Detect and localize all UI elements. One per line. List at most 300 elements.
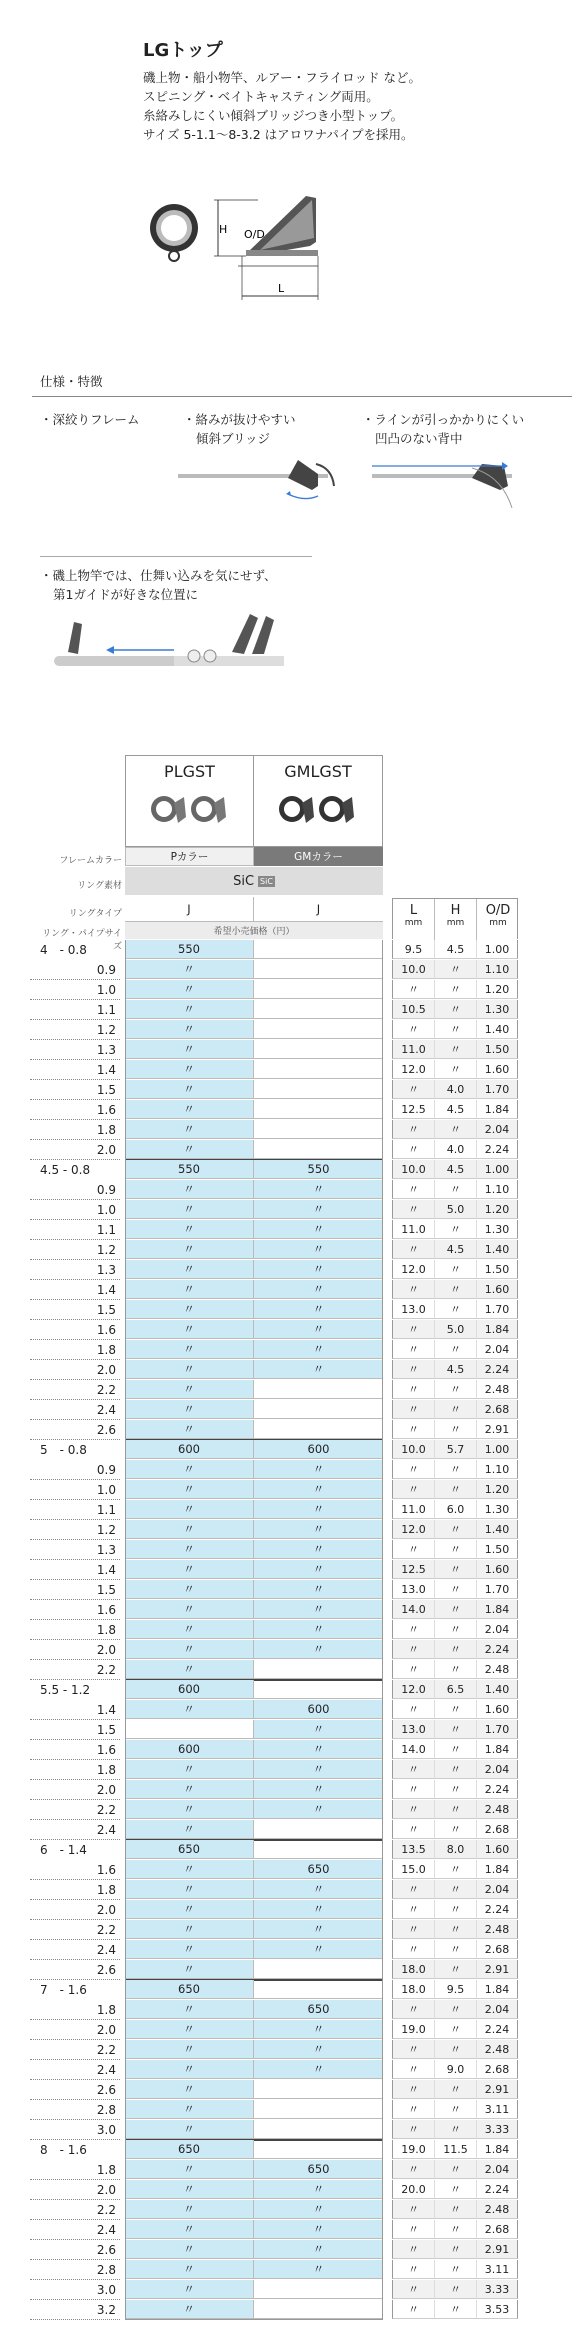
dimension-od-cell: 3.53 [476,2300,518,2319]
dimension-h-cell: 5.0 [434,1200,476,1219]
price-gmlgst-cell [254,960,383,979]
dimension-h-cell: 〃 [434,1120,476,1139]
price-gmlgst-cell: 〃 [254,1740,383,1759]
dimension-od-cell: 1.84 [476,1860,518,1879]
price-plgst-cell [125,1720,254,1739]
size-label-cell: 1.4 [30,1560,120,1580]
size-label-cell: 2.4 [30,2220,120,2240]
size-label-cell: 3.2 [30,2300,120,2320]
price-plgst-cell: 〃 [125,1420,254,1439]
price-gmlgst-cell: 〃 [254,1500,383,1519]
size-label-cell: 1.4 [30,1060,120,1080]
dimension-od-cell: 2.24 [476,1900,518,1919]
price-plgst-cell: 〃 [125,1140,254,1159]
size-label-cell: 4 - 0.8 [40,943,87,957]
dimension-l-cell: 13.0 [392,1580,434,1599]
price-plgst-cell: 〃 [125,1000,254,1019]
dimension-l-cell: 〃 [392,1080,434,1099]
dimension-l-cell: 12.0 [392,1680,434,1699]
price-plgst-cell: 〃 [125,1380,254,1399]
dimension-h-cell: 〃 [434,2300,476,2319]
dimension-od-cell: 2.48 [476,1920,518,1939]
dimension-h-cell: 〃 [434,1860,476,1879]
dimension-l-cell: 12.0 [392,1060,434,1079]
frame-color-label: フレームカラー [59,856,122,866]
dimension-od-cell: 2.04 [476,1760,518,1779]
price-plgst-cell: 550 [125,1160,254,1179]
dimension-od-cell: 1.20 [476,1480,518,1499]
divider [40,556,312,557]
price-gmlgst-cell [254,2140,383,2159]
price-gmlgst-cell: 〃 [254,2040,383,2059]
dimension-h-cell: 〃 [434,1540,476,1559]
dimension-od-cell: 1.50 [476,1040,518,1059]
dimension-od-cell: 1.70 [476,1080,518,1099]
dimension-h-cell: 〃 [434,2160,476,2179]
price-plgst-cell: 〃 [125,1540,254,1559]
size-label-cell: 1.6 [30,1600,120,1620]
dimension-l-cell: 10.5 [392,1000,434,1019]
dimension-l-cell: 〃 [392,2060,434,2079]
product-header-box [125,755,383,847]
price-plgst-cell: 〃 [125,1600,254,1619]
size-label-cell: 1.2 [30,1520,120,1540]
dimension-od-cell: 1.20 [476,980,518,999]
price-plgst-cell: 〃 [125,1080,254,1099]
size-label-cell: 1.3 [30,1040,120,1060]
dimension-od-cell: 1.40 [476,1520,518,1539]
dimension-h-cell: 11.5 [434,2140,476,2159]
dimension-od-cell: 2.04 [476,1620,518,1639]
dimension-od-cell: 2.04 [476,1880,518,1899]
dimension-od-cell: 1.20 [476,1200,518,1219]
dimension-od-cell: 2.04 [476,2000,518,2019]
dimension-h-cell: 〃 [434,1420,476,1439]
feature-slanted-bridge: ・絡みが抜けやすい 傾斜ブリッジ [183,412,296,446]
frame-color-p: Pカラー [125,847,254,866]
dimension-h-cell: 6.5 [434,1680,476,1699]
dimension-l-cell: 11.0 [392,1220,434,1239]
dimension-h-cell: 〃 [434,1660,476,1679]
price-gmlgst-cell: 〃 [254,2240,383,2259]
dimension-h-cell: 5.7 [434,1440,476,1459]
dimension-od-cell: 3.11 [476,2260,518,2279]
size-label-cell: 6 - 1.4 [40,1843,87,1857]
price-gmlgst-cell [254,1380,383,1399]
gmlgst-product-icon [254,781,382,837]
size-label-cell: 1.8 [30,2160,120,2180]
dimension-l-cell: 9.5 [392,940,434,959]
dimension-h-cell: 8.0 [434,1840,476,1859]
size-label-cell: 2.6 [30,2240,120,2260]
dimension-od-cell: 2.48 [476,1660,518,1679]
dimension-od-cell: 1.40 [476,1680,518,1699]
size-label-cell: 7 - 1.6 [40,1983,87,1997]
description-line-2: スピニング・ベイトキャスティング両用。 [143,89,379,104]
size-label-cell: 2.6 [30,1420,120,1440]
size-label-cell: 1.6 [30,1320,120,1340]
dimension-od-cell: 2.24 [476,2180,518,2199]
dimension-od-cell: 2.68 [476,1820,518,1839]
dimension-l-cell: 12.0 [392,1520,434,1539]
price-plgst-cell: 550 [125,940,254,959]
price-gmlgst-cell [254,1680,383,1699]
price-plgst-cell: 〃 [125,2240,254,2259]
price-gmlgst-cell: 650 [254,2160,383,2179]
price-gmlgst-cell: 〃 [254,1720,383,1739]
price-plgst-cell: 〃 [125,1500,254,1519]
dimension-l-cell: 12.0 [392,1260,434,1279]
dimension-l-cell: 〃 [392,2200,434,2219]
dimension-h-cell: 〃 [434,1940,476,1959]
dimension-h-cell: 〃 [434,1480,476,1499]
size-label-cell: 2.0 [30,1900,120,1920]
dimension-od-cell: 1.00 [476,940,518,959]
size-label-cell: 2.2 [30,1800,120,1820]
dimension-l-cell: 14.0 [392,1740,434,1759]
dimension-l-cell: 〃 [392,1760,434,1779]
dimension-l-cell: 11.0 [392,1040,434,1059]
dimension-h-cell: 〃 [434,2040,476,2059]
price-gmlgst-cell: 〃 [254,1780,383,1799]
dimension-l-cell: 13.0 [392,1720,434,1739]
dimension-l-cell: 〃 [392,1640,434,1659]
dimension-l-cell: 〃 [392,1780,434,1799]
dimension-od-cell: 2.24 [476,1640,518,1659]
dimension-od-cell: 2.68 [476,1940,518,1959]
dimension-od-cell: 1.10 [476,960,518,979]
dimension-l-cell: 〃 [392,2240,434,2259]
price-gmlgst-cell: 650 [254,1860,383,1879]
price-gmlgst-cell [254,1140,383,1159]
size-label-cell: 2.4 [30,1940,120,1960]
guide-dimension-diagram [138,190,378,320]
dimension-l-cell: 10.0 [392,960,434,979]
price-gmlgst-cell: 〃 [254,1580,383,1599]
dimension-od-cell: 1.30 [476,1220,518,1239]
description-line-4: サイズ 5-1.1～8-3.2 はアロワナパイプを採用。 [143,127,414,142]
size-label-cell: 3.0 [30,2120,120,2140]
size-label-cell: 1.5 [30,1300,120,1320]
dimension-h-cell: 4.5 [434,940,476,959]
price-plgst-cell: 〃 [125,2100,254,2119]
price-gmlgst-cell: 〃 [254,1300,383,1319]
dimension-od-cell: 1.30 [476,1000,518,1019]
price-plgst-cell: 〃 [125,2200,254,2219]
price-plgst-cell: 〃 [125,1920,254,1939]
price-plgst-cell: 650 [125,2140,254,2159]
dimension-h-cell: 〃 [434,1300,476,1319]
price-plgst-cell: 600 [125,1740,254,1759]
price-gmlgst-cell [254,2100,383,2119]
price-gmlgst-cell [254,980,383,999]
price-plgst-cell: 〃 [125,1820,254,1839]
dimension-l-cell: 11.0 [392,1500,434,1519]
ring-material-cell: SiC SiC [125,867,383,895]
dimension-h-cell: 〃 [434,2000,476,2019]
dimension-h-cell: 〃 [434,1060,476,1079]
size-label-cell: 2.0 [30,1140,120,1160]
dimension-od-cell: 2.24 [476,1780,518,1799]
price-plgst-cell: 〃 [125,1580,254,1599]
price-plgst-cell: 〃 [125,1400,254,1419]
price-gmlgst-cell: 〃 [254,1220,383,1239]
dimension-h-cell: 〃 [434,1400,476,1419]
dimension-od-cell: 2.91 [476,2240,518,2259]
size-label-cell: 1.8 [30,2000,120,2020]
price-plgst-cell: 〃 [125,2040,254,2059]
price-gmlgst-cell: 〃 [254,1340,383,1359]
size-label-cell: 3.0 [30,2280,120,2300]
dimension-h-cell: 〃 [434,1900,476,1919]
dimension-od-cell: 2.91 [476,2080,518,2099]
size-label-cell: 2.8 [30,2100,120,2120]
dimension-l-cell: 〃 [392,1940,434,1959]
dimension-l-cell: 〃 [392,1320,434,1339]
plgst-product-icon [126,781,254,837]
price-gmlgst-cell: 〃 [254,1200,383,1219]
dimension-h-cell: 〃 [434,2220,476,2239]
size-label-cell: 1.2 [30,1240,120,1260]
dimension-l-cell: 19.0 [392,2020,434,2039]
price-gmlgst-cell [254,1980,383,1999]
dimension-od-cell: 1.84 [476,1100,518,1119]
size-label-cell: 1.8 [30,1880,120,1900]
dimension-l-cell: 13.5 [392,1840,434,1859]
dimension-l-cell: 〃 [392,1900,434,1919]
dimension-l-cell: 20.0 [392,2180,434,2199]
price-gmlgst-cell [254,2280,383,2299]
dimension-l-cell: 〃 [392,1120,434,1139]
spec-section-title: 仕様・特徴 [40,374,103,389]
dimension-l-cell: 15.0 [392,1860,434,1879]
price-plgst-cell: 〃 [125,1480,254,1499]
dimension-l-cell: 12.5 [392,1100,434,1119]
dimension-od-cell: 1.84 [476,1320,518,1339]
dimension-od-cell: 1.60 [476,1060,518,1079]
price-plgst-cell: 〃 [125,1460,254,1479]
price-plgst-cell: 〃 [125,2280,254,2299]
dimension-od-cell: 1.84 [476,1740,518,1759]
dimension-l-cell: 14.0 [392,1600,434,1619]
dimension-h-cell: 〃 [434,2100,476,2119]
dimension-od-cell: 1.30 [476,1500,518,1519]
price-plgst-cell: 〃 [125,1020,254,1039]
dimension-l-cell: 10.0 [392,1440,434,1459]
price-plgst-cell: 〃 [125,1800,254,1819]
price-plgst-cell: 650 [125,1980,254,1999]
dimension-h-cell: 〃 [434,1000,476,1019]
dimension-h-cell: 〃 [434,1600,476,1619]
price-plgst-cell: 〃 [125,1180,254,1199]
price-plgst-cell: 〃 [125,2080,254,2099]
dimension-header: L mm H mm O/D mm [392,898,518,939]
dimension-od-cell: 2.48 [476,2200,518,2219]
size-label-cell: 2.2 [30,2200,120,2220]
dimension-od-cell: 2.24 [476,1360,518,1379]
dimension-h-cell: 5.0 [434,1320,476,1339]
price-plgst-cell: 〃 [125,1280,254,1299]
dimension-od-cell: 1.00 [476,1440,518,1459]
dimension-od-cell: 3.33 [476,2120,518,2139]
dimension-h-cell: 〃 [434,2200,476,2219]
first-guide-illustration [54,610,294,690]
price-plgst-cell: 〃 [125,1060,254,1079]
dim-od-label: O/D [244,228,265,241]
price-plgst-cell: 650 [125,1840,254,1859]
size-label-cell: 1.8 [30,1340,120,1360]
price-plgst-cell: 600 [125,1440,254,1459]
dimension-od-cell: 2.04 [476,1120,518,1139]
price-gmlgst-cell: 〃 [254,2060,383,2079]
dimension-l-cell: 〃 [392,1820,434,1839]
dimension-od-cell: 2.04 [476,2160,518,2179]
dimension-l-cell: 〃 [392,1700,434,1719]
slanted-bridge-illustration [178,456,348,514]
dimension-l-cell: 13.0 [392,1300,434,1319]
dimension-l-cell: 〃 [392,2260,434,2279]
dimension-l-cell: 10.0 [392,1160,434,1179]
dimension-l-cell: 〃 [392,1620,434,1639]
price-gmlgst-cell: 〃 [254,2200,383,2219]
size-label-cell: 1.5 [30,1080,120,1100]
price-plgst-cell: 〃 [125,1660,254,1679]
price-gmlgst-cell [254,1820,383,1839]
dimension-h-cell: 〃 [434,1040,476,1059]
dimension-h-cell: 〃 [434,2120,476,2139]
feature-first-guide: ・磯上物竿では、仕舞い込みを気にせず、 第1ガイドが好きな位置に [40,568,277,602]
ring-type-label: リングタイプ [68,909,122,919]
plgst-header: PLGST [126,756,254,848]
price-plgst-cell: 〃 [125,1320,254,1339]
dimension-h-cell: 〃 [434,1520,476,1539]
size-label-cell: 1.6 [30,1740,120,1760]
price-plgst-cell: 〃 [125,2160,254,2179]
price-plgst-cell: 〃 [125,2060,254,2079]
price-plgst-cell: 〃 [125,2120,254,2139]
dimension-h-cell: 〃 [434,2240,476,2259]
size-label-cell: 0.9 [30,1460,120,1480]
dimension-od-cell: 3.33 [476,2280,518,2299]
price-plgst-cell: 〃 [125,1620,254,1639]
dimension-h-cell: 〃 [434,1740,476,1759]
size-label-cell: 5.5 - 1.2 [40,1683,91,1697]
size-label-cell: 2.2 [30,1920,120,1940]
size-label-cell: 2.2 [30,2040,120,2060]
price-gmlgst-cell [254,1080,383,1099]
price-gmlgst-cell: 〃 [254,1880,383,1899]
dimension-h-cell: 〃 [434,1780,476,1799]
ring-type-gm: J [316,902,321,916]
size-label-cell: 2.6 [30,1960,120,1980]
size-label-cell: 1.3 [30,1540,120,1560]
ring-type-p: J [125,897,254,921]
price-gmlgst-cell: 〃 [254,1600,383,1619]
dimension-l-cell: 〃 [392,1880,434,1899]
price-plgst-cell: 〃 [125,1340,254,1359]
dimension-od-cell: 1.84 [476,1980,518,1999]
dimension-l-cell: 〃 [392,1140,434,1159]
size-label-cell: 1.4 [30,1700,120,1720]
price-gmlgst-cell [254,1420,383,1439]
dimension-l-cell: 〃 [392,1920,434,1939]
size-label-cell: 0.9 [30,1180,120,1200]
price-plgst-cell: 〃 [125,1360,254,1379]
dimension-l-cell: 〃 [392,1800,434,1819]
dimension-od-cell: 1.50 [476,1260,518,1279]
price-gmlgst-cell [254,1060,383,1079]
dimension-od-cell: 2.24 [476,2020,518,2039]
price-plgst-cell: 〃 [125,1900,254,1919]
dimension-l-cell: 〃 [392,2280,434,2299]
price-plgst-cell: 〃 [125,2020,254,2039]
dimension-od-cell: 1.70 [476,1720,518,1739]
dimension-od-cell: 1.70 [476,1580,518,1599]
dimension-h-cell: 〃 [434,2180,476,2199]
size-label-cell: 5 - 0.8 [40,1443,87,1457]
price-gmlgst-cell: 〃 [254,2220,383,2239]
price-plgst-cell: 〃 [125,1120,254,1139]
dimension-od-cell: 2.68 [476,2060,518,2079]
dimension-l-cell: 〃 [392,2100,434,2119]
dimension-od-cell: 3.11 [476,2100,518,2119]
dimension-h-cell: 4.5 [434,1100,476,1119]
price-plgst-cell: 〃 [125,1960,254,1979]
dimension-l-cell: 〃 [392,1360,434,1379]
description-line-1: 磯上物・船小物竿、ルアー・フライロッド など。 [143,70,421,85]
frame-color-gm: GMカラー [254,847,383,866]
price-plgst-cell: 〃 [125,1240,254,1259]
dimension-od-cell: 1.60 [476,1840,518,1859]
dimension-h-cell: 〃 [434,1620,476,1639]
price-plgst-cell: 〃 [125,1860,254,1879]
dimension-h-cell: 〃 [434,1380,476,1399]
price-plgst-cell: 〃 [125,1300,254,1319]
size-label-cell: 2.4 [30,1820,120,1840]
dimension-od-cell: 1.84 [476,1600,518,1619]
description-line-3: 糸絡みしにくい傾斜ブリッジつき小型トップ。 [143,108,404,123]
dimension-h-cell: 〃 [434,1580,476,1599]
dimension-h-cell: 〃 [434,1220,476,1239]
price-plgst-cell: 600 [125,1680,254,1699]
dimension-h-cell: 〃 [434,1460,476,1479]
dimension-od-cell: 2.91 [476,1420,518,1439]
size-label-cell: 1.6 [30,1860,120,1880]
dimension-od-cell: 1.10 [476,1460,518,1479]
price-plgst-cell: 〃 [125,1560,254,1579]
price-gmlgst-cell: 〃 [254,2260,383,2279]
price-gmlgst-cell: 〃 [254,1360,383,1379]
price-gmlgst-cell: 〃 [254,1460,383,1479]
dimension-h-cell: 〃 [434,1560,476,1579]
dimension-h-cell: 〃 [434,1920,476,1939]
size-label-cell: 1.3 [30,1260,120,1280]
price-plgst-cell: 〃 [125,2220,254,2239]
dimension-h-cell: 4.5 [434,1160,476,1179]
dimension-l-cell: 18.0 [392,1960,434,1979]
dimension-od-cell: 2.48 [476,1800,518,1819]
dimension-od-cell: 1.10 [476,1180,518,1199]
price-gmlgst-cell [254,940,383,959]
size-label-cell: 0.9 [30,960,120,980]
price-gmlgst-cell [254,1000,383,1019]
dimension-l-cell: 〃 [392,2000,434,2019]
price-gmlgst-cell [254,1660,383,1679]
dimension-od-cell: 2.68 [476,2220,518,2239]
dimension-l-cell: 〃 [392,1540,434,1559]
price-gmlgst-cell: 〃 [254,1560,383,1579]
size-label-cell: 2.6 [30,2080,120,2100]
